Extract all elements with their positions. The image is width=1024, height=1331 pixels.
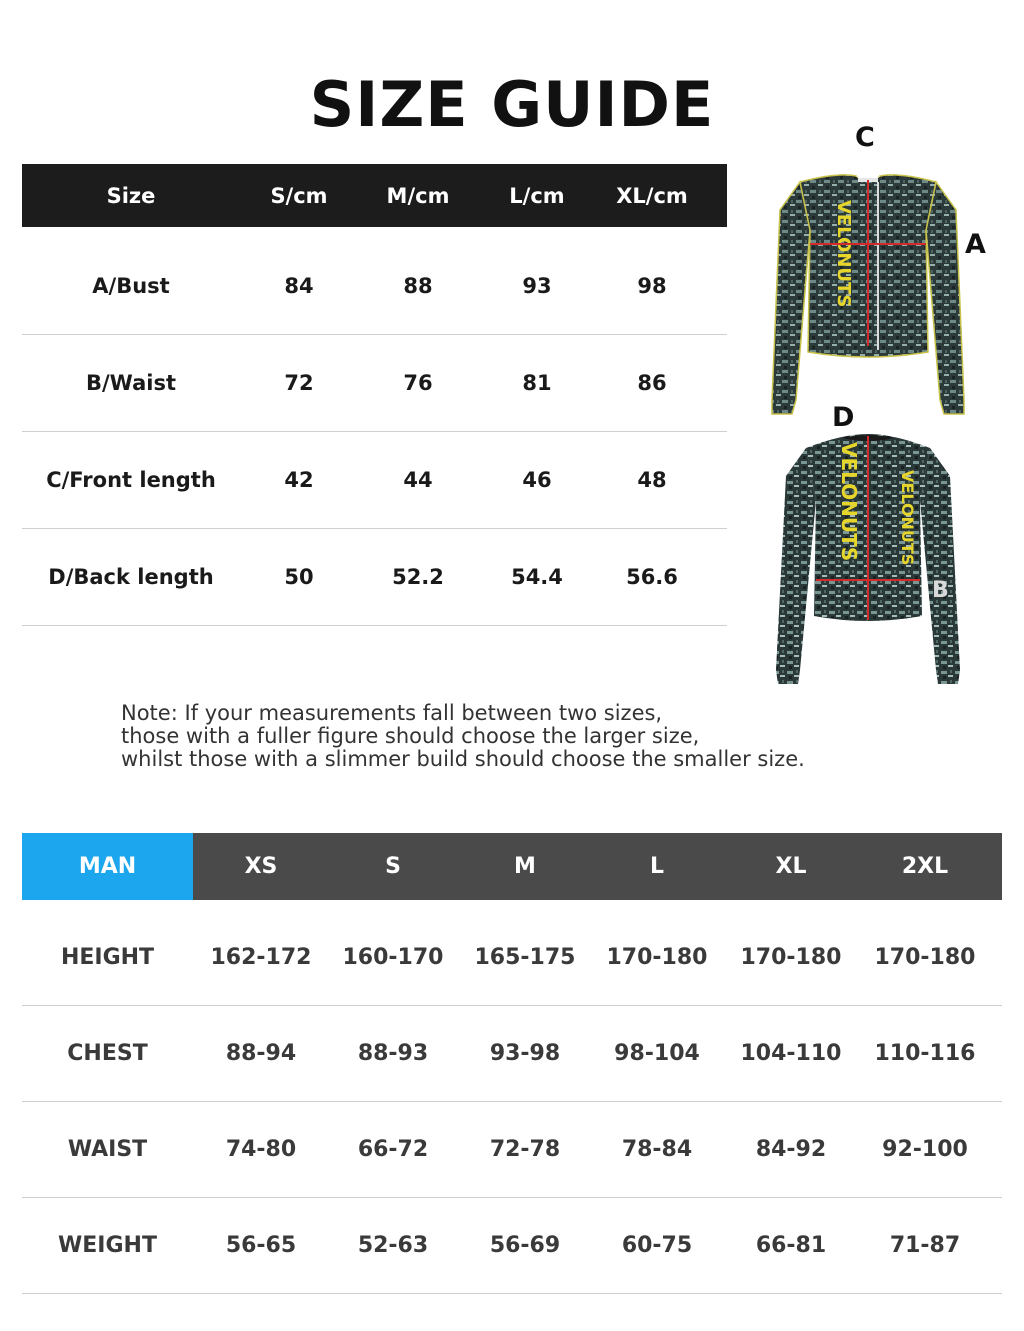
page-title: SIZE GUIDE — [309, 68, 715, 141]
cell: 88-93 — [357, 1041, 429, 1066]
header-m: M — [514, 854, 536, 879]
cell: 72-78 — [489, 1137, 561, 1162]
cell: 170-180 — [874, 945, 976, 970]
table-row — [22, 1006, 1002, 1102]
cell: 56.6 — [626, 565, 678, 589]
cell: 160-170 — [342, 945, 444, 970]
row-label: WAIST — [67, 1137, 148, 1162]
cell: 162-172 — [210, 945, 312, 970]
header-s: S/cm — [270, 183, 328, 208]
label-a: A — [965, 229, 986, 260]
cell: 84-92 — [755, 1137, 827, 1162]
cell: 71-87 — [889, 1233, 961, 1258]
cell: 42 — [284, 468, 314, 492]
header-l: L/cm — [509, 183, 565, 208]
table-row — [22, 910, 1002, 1006]
cell: 52-63 — [357, 1233, 429, 1258]
cell: 60-75 — [621, 1233, 693, 1258]
cell: 93-98 — [489, 1041, 561, 1066]
table-row — [22, 335, 727, 432]
row-label: CHEST — [67, 1041, 148, 1066]
cell: 98-104 — [614, 1041, 700, 1066]
cell: 165-175 — [474, 945, 576, 970]
man-size-table — [22, 833, 1002, 1294]
header-m: M/cm — [386, 183, 450, 208]
cell: 44 — [403, 468, 433, 492]
table-row — [22, 1198, 1002, 1294]
cell: 92-100 — [882, 1137, 968, 1162]
size-note — [121, 702, 805, 771]
header-size: Size — [106, 183, 156, 208]
cell: 170-180 — [740, 945, 842, 970]
header-xl: XL — [775, 854, 807, 879]
row-label: WEIGHT — [58, 1233, 157, 1258]
note-line-3: whilst those with a slimmer build should choose the smaller size. — [121, 747, 805, 771]
man-table-header — [22, 833, 1002, 900]
cell: 170-180 — [606, 945, 708, 970]
cell: 84 — [284, 274, 314, 298]
cell: 52.2 — [392, 565, 444, 589]
label-c: C — [855, 122, 875, 153]
jersey-front-print: VELONUTS — [833, 200, 854, 308]
jersey-back-print-left: VELONUTS — [837, 442, 861, 562]
cell: 66-81 — [755, 1233, 827, 1258]
row-label: C/Front length — [46, 468, 216, 492]
table-row — [22, 529, 727, 626]
jersey-table-header — [22, 164, 727, 227]
cell: 78-84 — [621, 1137, 693, 1162]
cell: 74-80 — [225, 1137, 297, 1162]
row-label: B/Waist — [86, 371, 176, 395]
jersey-back-image — [772, 430, 964, 688]
cell: 66-72 — [357, 1137, 429, 1162]
cell: 93 — [522, 274, 552, 298]
jersey-front-image — [768, 170, 968, 418]
row-label: HEIGHT — [60, 945, 155, 970]
table-row — [22, 1102, 1002, 1198]
cell: 86 — [637, 371, 667, 395]
cell: 88-94 — [225, 1041, 297, 1066]
header-xs: XS — [244, 854, 278, 879]
cell: 104-110 — [740, 1041, 842, 1066]
cell: 110-116 — [874, 1041, 976, 1066]
header-xl: XL/cm — [616, 183, 688, 208]
man-header-cell: MAN — [22, 833, 193, 900]
jersey-back-print-right: VELONUTS — [898, 470, 917, 566]
table-row — [22, 432, 727, 529]
cell: 56-65 — [225, 1233, 297, 1258]
cell: 81 — [522, 371, 552, 395]
cell: 48 — [637, 468, 667, 492]
cell: 50 — [284, 565, 314, 589]
header-s: S — [385, 854, 401, 879]
jersey-size-table — [22, 164, 727, 626]
cell: 72 — [284, 371, 314, 395]
cell: 54.4 — [511, 565, 563, 589]
cell: 76 — [403, 371, 433, 395]
cell: 46 — [522, 468, 552, 492]
cell: 98 — [637, 274, 667, 298]
table-row — [22, 238, 727, 335]
label-b: B — [932, 578, 949, 603]
row-label: D/Back length — [48, 565, 214, 589]
row-label: A/Bust — [92, 274, 170, 298]
header-l: L — [649, 854, 665, 879]
cell: 88 — [403, 274, 433, 298]
header-2xl: 2XL — [901, 854, 949, 879]
cell: 56-69 — [489, 1233, 561, 1258]
note-line-1: Note: If your measurements fall between two sizes, — [121, 701, 663, 725]
label-d: D — [832, 402, 855, 433]
note-line-2: those with a fuller figure should choose the larger size, — [121, 724, 700, 748]
